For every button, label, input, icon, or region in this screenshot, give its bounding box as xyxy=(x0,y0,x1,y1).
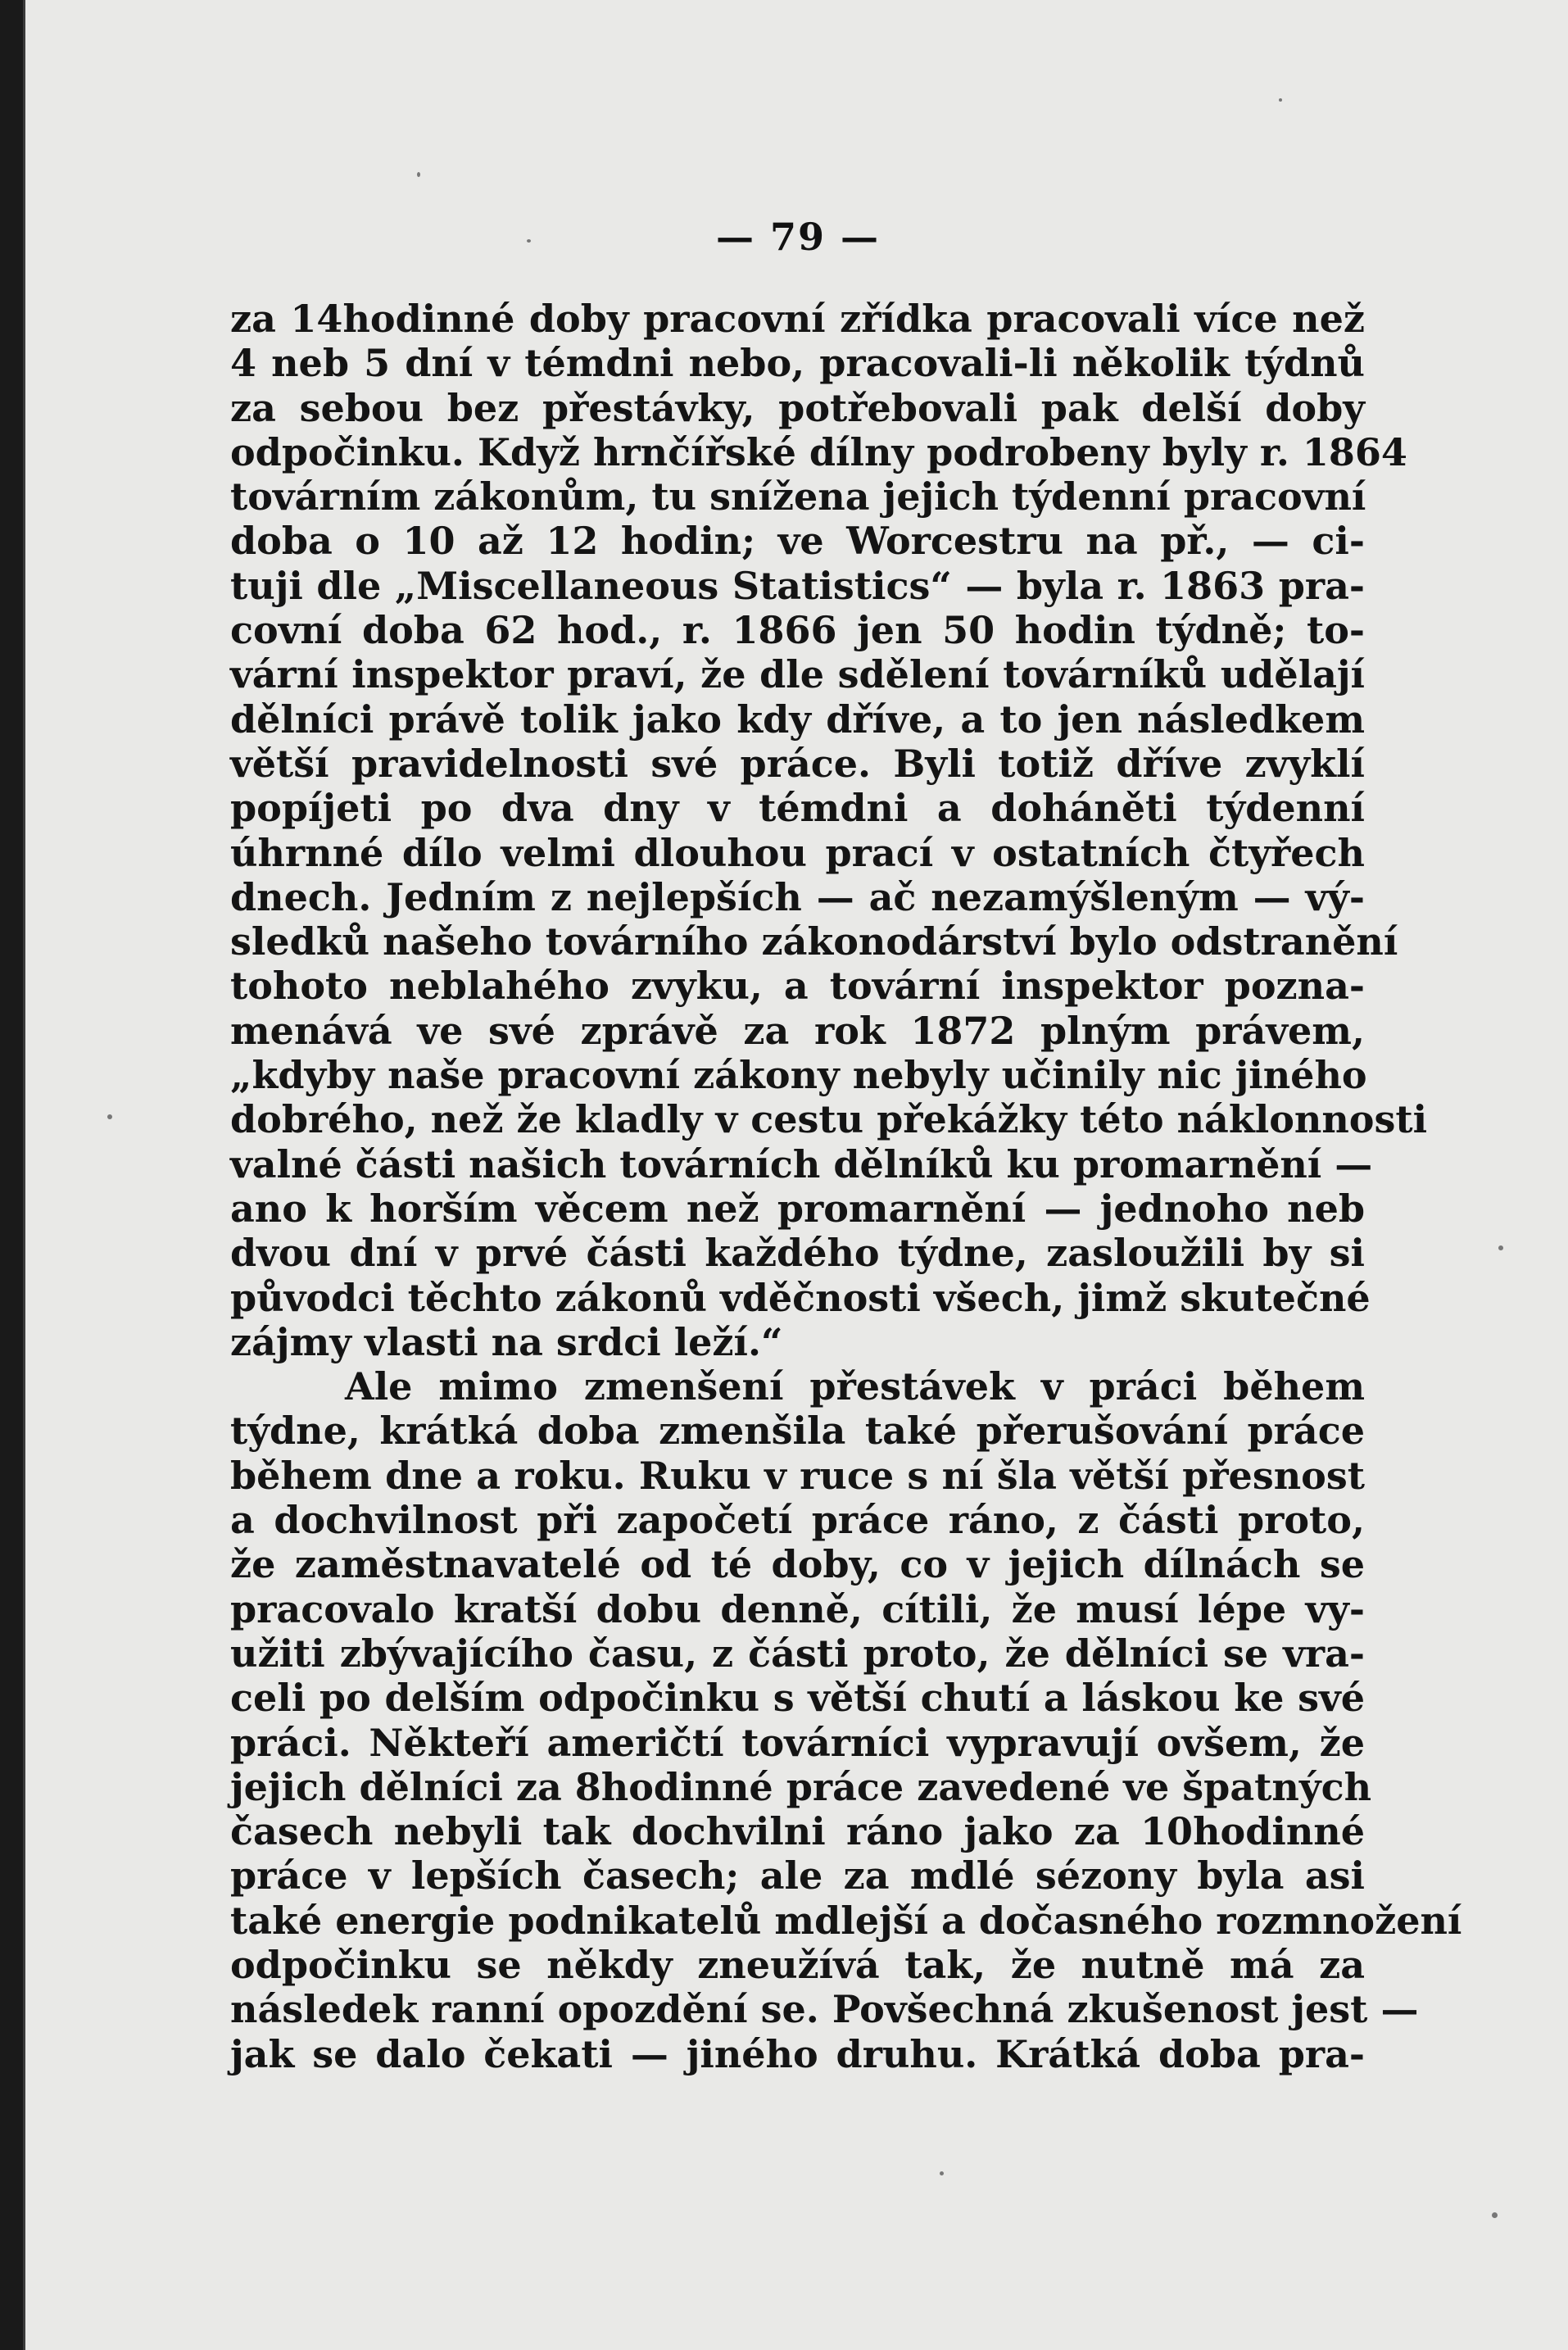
text-line: během dne a roku. Ruku v ruce s ní šla větší přesnost xyxy=(230,1453,1365,1498)
text-line: dvou dní v prvé části každého týdne, zasloužili by si xyxy=(230,1231,1365,1276)
print-speck xyxy=(417,172,420,177)
text-line: „kdyby naše pracovní zákony nebyly učinily nic jiného xyxy=(230,1053,1367,1098)
print-speck xyxy=(1279,98,1282,102)
text-line: jejich dělníci za 8hodinné práce zavedené ve špatných xyxy=(230,1764,1372,1809)
text-line: covní doba 62 hod., r. 1866 jen 50 hodin týdně; to- xyxy=(230,608,1365,653)
text-line: tohoto neblahého zvyku, a tovární inspektor pozna- xyxy=(230,964,1365,1009)
text-line: popíjeti po dva dny v témdni a doháněti týdenní xyxy=(230,786,1365,831)
text-line: týdne, krátká doba zmenšila také přerušování práce xyxy=(230,1409,1365,1454)
text-line: za sebou bez přestávky, potřebovali pak delší doby xyxy=(230,385,1365,430)
page-number: — 79 — xyxy=(715,215,881,259)
text-line: dobrého, než že kladly v cestu překážky této náklonnosti xyxy=(230,1097,1428,1142)
text-line: odpočinku se někdy zneužívá tak, že nutně má za xyxy=(230,1942,1365,1987)
body-text xyxy=(230,297,1462,2076)
text-line: továrním zákonům, tu snížena jejich týdenní pracovní xyxy=(230,474,1366,519)
text-line: že zaměstnavatelé od té doby, co v jejich dílnách se xyxy=(230,1542,1365,1587)
text-line: a dochvilnost při započetí práce ráno, z části proto, xyxy=(230,1498,1365,1543)
print-speck xyxy=(1492,2212,1498,2218)
text-line: také energie podnikatelů mdlejší a dočasného rozmnožení xyxy=(230,1898,1462,1943)
print-speck xyxy=(1498,1245,1503,1250)
text-line: sledků našeho továrního zákonodárství bylo odstranění xyxy=(230,919,1398,964)
text-line: jak se dalo čekati — jiného druhu. Krátká doba pra- xyxy=(230,2031,1365,2076)
text-line: odpočinku. Když hrnčířské dílny podrobeny byly r. 1864 xyxy=(230,429,1407,474)
print-speck xyxy=(940,2171,944,2175)
text-line: časech nebyli tak dochvilni ráno jako za 10hodinné xyxy=(230,1809,1365,1854)
text-line: práci. Někteří američtí továrníci vypravují ovšem, že xyxy=(230,1720,1365,1765)
text-line: původci těchto zákonů vděčnosti všech, jimž skutečné xyxy=(230,1275,1371,1320)
text-line: následek ranní opozdění se. Povšechná zkušenost jest — xyxy=(230,1987,1419,2032)
text-line: dnech. Jedním z nejlepších — ač nezamýšleným — vý- xyxy=(230,874,1365,919)
text-line: užiti zbývajícího času, z části proto, že dělníci se vra- xyxy=(230,1631,1365,1676)
text-line: menává ve své zprávě za rok 1872 plným právem, xyxy=(230,1008,1365,1053)
text-line: tuji dle „Miscellaneous Statistics“ — byla r. 1863 pra- xyxy=(230,563,1365,608)
text-line: valné části našich továrních dělníků ku promarnění — xyxy=(230,1141,1373,1186)
text-line: Ale mimo zmenšení přestávek v práci během xyxy=(345,1364,1365,1409)
text-line: za 14hodinné doby pracovní zřídka pracovali více než xyxy=(230,297,1365,341)
text-line: vární inspektor praví, že dle sdělení továrníků udělají xyxy=(230,652,1365,697)
text-line: ano k horším věcem než promarnění — jednoho neb xyxy=(230,1186,1365,1231)
text-line: 4 neb 5 dní v témdni nebo, pracovali-li několik týdnů xyxy=(230,341,1365,386)
text-line: práce v lepších časech; ale za mdlé sézony byla asi xyxy=(230,1853,1365,1899)
text-line: doba o 10 až 12 hodin; ve Worcestru na př., — ci- xyxy=(230,519,1365,564)
print-speck xyxy=(107,1114,112,1119)
text-line: zájmy vlasti na srdci leží.“ xyxy=(230,1319,783,1364)
text-line: úhrnné dílo velmi dlouhou prací v ostatních čtyřech xyxy=(230,830,1365,875)
text-line: větší pravidelnosti své práce. Byli totiž dříve zvyklí xyxy=(230,741,1365,786)
text-line: dělníci právě tolik jako kdy dříve, a to jen následkem xyxy=(230,696,1365,742)
book-page xyxy=(23,0,1568,2350)
text-line: pracovalo kratší dobu denně, cítili, že musí lépe vy- xyxy=(230,1586,1365,1631)
text-line: celi po delším odpočinku s větší chutí a láskou ke své xyxy=(230,1676,1365,1721)
